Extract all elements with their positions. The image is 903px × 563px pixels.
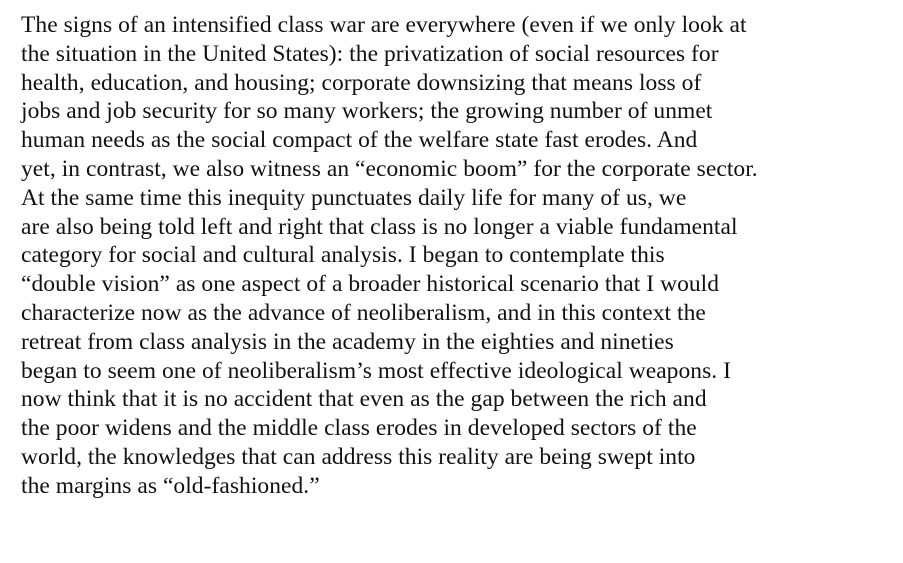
paragraph-line: the situation in the United States): the privatization of social resources for: [21, 40, 719, 67]
paragraph-line: the margins as “old-fashioned.”: [21, 472, 320, 499]
paragraph-line: yet, in contrast, we also witness an “economic boom” for the corporate sector.: [21, 155, 758, 182]
paragraph-line: category for social and cultural analysis. I began to contemplate this: [21, 242, 665, 269]
paragraph-line: The signs of an intensified class war are everywhere (even if we only look at: [21, 12, 747, 38]
paragraph-line: “double vision” as one aspect of a broader historical scenario that I would: [21, 271, 720, 298]
paragraph-line: characterize now as the advance of neoliberalism, and in this context the: [21, 299, 706, 326]
paragraph-line: began to seem one of neoliberalism’s most effective ideological weapons. I: [21, 357, 732, 384]
paragraph-line: jobs and job security for so many workers; the growing number of unmet: [21, 98, 713, 125]
paragraph-line: now think that it is no accident that even as the gap between the rich and: [21, 386, 707, 413]
paragraph-line: are also being told left and right that class is no longer a viable fundamental: [21, 213, 738, 240]
body-paragraph: [21, 11, 896, 501]
paragraph-line: At the same time this inequity punctuates daily life for many of us, we: [21, 184, 687, 211]
paragraph-line: retreat from class analysis in the academy in the eighties and nineties: [21, 328, 674, 355]
paragraph-line: health, education, and housing; corporate downsizing that means loss of: [21, 69, 702, 96]
paragraph-line: the poor widens and the middle class erodes in developed sectors of the: [21, 415, 697, 442]
paragraph-line: human needs as the social compact of the welfare state fast erodes. And: [21, 127, 698, 154]
paragraph-line: world, the knowledges that can address this reality are being swept into: [21, 443, 696, 470]
